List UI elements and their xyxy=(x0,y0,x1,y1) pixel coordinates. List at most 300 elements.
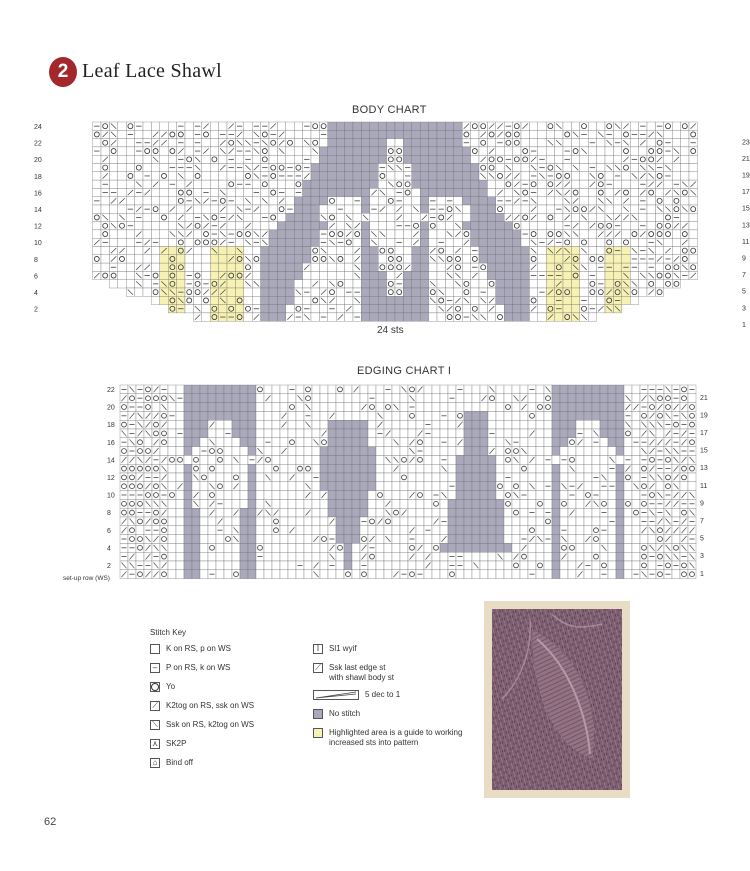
body-row-number-left: 8 xyxy=(34,256,38,264)
edging-cell xyxy=(280,570,288,579)
edging-cell xyxy=(208,543,216,552)
edging-cell xyxy=(456,455,464,464)
edging-cell xyxy=(424,491,432,500)
edging-cell xyxy=(400,420,408,429)
edging-cell xyxy=(280,455,288,464)
edging-cell xyxy=(552,411,560,420)
edging-cell xyxy=(168,570,176,579)
edging-cell xyxy=(528,473,536,482)
edging-cell xyxy=(320,561,328,570)
edging-cell xyxy=(296,411,304,420)
edging-cell xyxy=(464,499,472,508)
edging-cell xyxy=(336,455,344,464)
edging-cell xyxy=(176,403,184,412)
edging-cell xyxy=(600,535,608,544)
edging-cell xyxy=(344,561,352,570)
edging-cell xyxy=(280,438,288,447)
edging-cell xyxy=(320,543,328,552)
edging-cell xyxy=(600,447,608,456)
edging-cell xyxy=(224,543,232,552)
edging-cell xyxy=(336,526,344,535)
edging-cell xyxy=(304,438,312,447)
edging-cell xyxy=(504,517,512,526)
edging-cell xyxy=(184,385,192,394)
edging-cell xyxy=(672,535,680,544)
edging-cell xyxy=(432,570,440,579)
edging-cell xyxy=(344,535,352,544)
edging-cell xyxy=(440,552,448,561)
edging-cell xyxy=(512,570,520,579)
edging-cell xyxy=(536,447,544,456)
edging-cell xyxy=(352,438,360,447)
stitch-key-label: Ssk on RS, k2tog on WS xyxy=(166,720,255,729)
edging-cell xyxy=(416,482,424,491)
edging-cell xyxy=(440,482,448,491)
edging-cell xyxy=(312,429,320,438)
edging-cell xyxy=(280,552,288,561)
edging-cell xyxy=(192,561,200,570)
edging-cell xyxy=(344,429,352,438)
edging-cell xyxy=(400,543,408,552)
edging-cell xyxy=(184,464,192,473)
edging-cell xyxy=(592,508,600,517)
edging-cell xyxy=(432,464,440,473)
edging-cell xyxy=(136,543,144,552)
body-row-number-right: 13 xyxy=(742,222,750,230)
edging-cell xyxy=(584,438,592,447)
edging-cell xyxy=(592,517,600,526)
edging-row-number-left: 10 xyxy=(107,492,115,500)
edging-cell xyxy=(296,438,304,447)
edging-cell xyxy=(624,526,632,535)
body-row-number-left: 22 xyxy=(34,140,42,148)
edging-cell xyxy=(360,411,368,420)
edging-cell xyxy=(152,482,160,491)
edging-cell xyxy=(576,499,584,508)
stitch-key-label: K on RS, p on WS xyxy=(166,644,231,653)
edging-cell xyxy=(440,403,448,412)
edging-cell xyxy=(392,552,400,561)
edging-cell xyxy=(576,394,584,403)
edging-cell xyxy=(568,499,576,508)
edging-cell xyxy=(376,543,384,552)
edging-cell xyxy=(272,552,280,561)
edging-cell xyxy=(224,526,232,535)
edging-cell xyxy=(504,552,512,561)
edging-cell xyxy=(544,447,552,456)
edging-cell xyxy=(400,438,408,447)
edging-cell xyxy=(216,543,224,552)
edging-cell xyxy=(608,411,616,420)
edging-cell xyxy=(392,561,400,570)
edging-cell xyxy=(288,420,296,429)
edging-cell xyxy=(616,552,624,561)
edging-cell xyxy=(240,526,248,535)
edging-cell xyxy=(320,552,328,561)
edging-cell xyxy=(352,517,360,526)
edging-cell xyxy=(424,517,432,526)
edging-cell xyxy=(608,394,616,403)
edging-cell xyxy=(616,403,624,412)
edging-cell xyxy=(200,508,208,517)
edging-cell xyxy=(232,447,240,456)
left-slant-square-icon: ⟍ xyxy=(150,720,160,730)
edging-cell xyxy=(448,438,456,447)
edging-cell xyxy=(280,403,288,412)
edging-cell xyxy=(272,570,280,579)
edging-cell xyxy=(584,464,592,473)
edging-cell xyxy=(464,438,472,447)
edging-cell xyxy=(480,464,488,473)
stitch-key-label: 5 dec to 1 xyxy=(365,690,401,699)
edging-cell xyxy=(160,517,168,526)
edging-cell xyxy=(472,394,480,403)
edging-cell xyxy=(232,473,240,482)
edging-cell xyxy=(536,411,544,420)
edging-cell xyxy=(584,482,592,491)
edging-cell xyxy=(424,535,432,544)
edging-cell xyxy=(288,552,296,561)
edging-cell xyxy=(272,447,280,456)
edging-cell xyxy=(400,491,408,500)
edging-cell xyxy=(392,411,400,420)
edging-cell xyxy=(256,420,264,429)
edging-cell xyxy=(360,526,368,535)
edging-cell xyxy=(536,385,544,394)
edging-cell xyxy=(552,429,560,438)
edging-row-number-right: 3 xyxy=(700,553,704,561)
edging-cell xyxy=(168,464,176,473)
edging-cell xyxy=(544,526,552,535)
edging-cell xyxy=(360,385,368,394)
stitch-key-label: No stitch xyxy=(329,709,361,718)
edging-cell xyxy=(352,429,360,438)
edging-cell xyxy=(544,561,552,570)
edging-cell xyxy=(368,570,376,579)
edging-cell xyxy=(224,394,232,403)
edging-cell xyxy=(272,491,280,500)
edging-cell xyxy=(608,552,616,561)
edging-cell xyxy=(336,499,344,508)
edging-cell xyxy=(256,403,264,412)
edging-cell xyxy=(160,552,168,561)
edging-cell xyxy=(616,517,624,526)
edging-cell xyxy=(464,491,472,500)
edging-cell xyxy=(264,403,272,412)
edging-cell xyxy=(584,526,592,535)
edging-cell xyxy=(632,455,640,464)
edging-cell xyxy=(240,552,248,561)
edging-cell xyxy=(312,482,320,491)
edging-cell xyxy=(552,464,560,473)
edging-cell xyxy=(296,499,304,508)
edging-cell xyxy=(400,526,408,535)
edging-cell xyxy=(480,491,488,500)
edging-cell xyxy=(528,491,536,500)
edging-cell xyxy=(256,499,264,508)
edging-cell xyxy=(192,385,200,394)
edging-cell xyxy=(320,420,328,429)
edging-cell xyxy=(488,411,496,420)
edging-cell xyxy=(520,482,528,491)
edging-cell xyxy=(464,535,472,544)
edging-cell xyxy=(472,526,480,535)
edging-cell xyxy=(184,517,192,526)
edging-cell xyxy=(256,394,264,403)
edging-cell xyxy=(368,508,376,517)
edging-cell xyxy=(440,420,448,429)
edging-cell xyxy=(136,526,144,535)
edging-cell xyxy=(272,403,280,412)
edging-cell xyxy=(200,543,208,552)
edging-cell xyxy=(600,491,608,500)
edging-cell xyxy=(368,526,376,535)
edging-cell xyxy=(264,411,272,420)
edging-cell xyxy=(512,411,520,420)
edging-cell xyxy=(472,411,480,420)
edging-cell xyxy=(216,447,224,456)
edging-cell xyxy=(424,508,432,517)
pattern-title: Leaf Lace Shawl xyxy=(82,60,222,82)
edging-cell xyxy=(536,473,544,482)
edging-cell xyxy=(432,473,440,482)
edging-cell xyxy=(192,403,200,412)
edging-cell xyxy=(416,535,424,544)
edging-cell xyxy=(320,385,328,394)
edging-cell xyxy=(272,438,280,447)
edging-cell xyxy=(240,543,248,552)
edging-cell xyxy=(440,570,448,579)
edging-cell xyxy=(616,508,624,517)
edging-cell xyxy=(240,447,248,456)
edging-row-number-left: 22 xyxy=(107,387,115,394)
edging-cell xyxy=(320,411,328,420)
edging-cell xyxy=(520,429,528,438)
edging-cell xyxy=(640,535,648,544)
edging-row-number-left: 4 xyxy=(107,545,111,553)
edging-cell xyxy=(296,535,304,544)
edging-cell xyxy=(384,570,392,579)
edging-cell xyxy=(456,508,464,517)
edging-cell xyxy=(160,570,168,579)
edging-cell xyxy=(568,385,576,394)
body-row-number-left: 6 xyxy=(34,273,38,281)
edging-cell xyxy=(280,394,288,403)
edging-cell xyxy=(216,561,224,570)
edging-cell xyxy=(296,482,304,491)
edging-cell xyxy=(200,552,208,561)
edging-cell xyxy=(496,499,504,508)
edging-cell xyxy=(520,508,528,517)
edging-cell xyxy=(464,464,472,473)
edging-cell xyxy=(424,499,432,508)
edging-cell xyxy=(624,552,632,561)
edging-cell xyxy=(288,517,296,526)
edging-cell xyxy=(224,491,232,500)
edging-cell xyxy=(136,464,144,473)
edging-cell xyxy=(624,447,632,456)
body-row-number-right: 21 xyxy=(742,155,750,163)
edging-cell xyxy=(576,526,584,535)
edging-cell xyxy=(176,455,184,464)
edging-cell xyxy=(576,455,584,464)
edging-cell xyxy=(344,438,352,447)
edging-cell xyxy=(448,473,456,482)
edging-cell xyxy=(232,464,240,473)
edging-cell xyxy=(208,552,216,561)
edging-cell xyxy=(224,535,232,544)
edging-cell xyxy=(344,499,352,508)
edging-cell xyxy=(496,411,504,420)
edging-cell xyxy=(424,394,432,403)
edging-cell xyxy=(344,385,352,394)
body-row-number-left: 20 xyxy=(34,157,42,165)
edging-cell xyxy=(208,535,216,544)
edging-cell xyxy=(216,552,224,561)
edging-cell xyxy=(472,429,480,438)
edging-cell xyxy=(152,508,160,517)
circle-square-icon xyxy=(150,682,160,692)
edging-cell xyxy=(400,447,408,456)
edging-cell xyxy=(448,499,456,508)
edging-cell xyxy=(176,411,184,420)
edging-cell xyxy=(216,535,224,544)
edging-cell xyxy=(176,552,184,561)
edging-cell xyxy=(456,482,464,491)
edging-cell xyxy=(488,535,496,544)
edging-cell xyxy=(352,420,360,429)
edging-cell xyxy=(520,420,528,429)
edging-cell xyxy=(344,526,352,535)
edging-cell xyxy=(504,508,512,517)
edging-cell xyxy=(248,491,256,500)
edging-cell xyxy=(456,429,464,438)
edging-cell xyxy=(352,394,360,403)
edging-cell xyxy=(632,447,640,456)
edging-cell xyxy=(616,429,624,438)
edging-cell xyxy=(264,385,272,394)
edging-cell xyxy=(432,508,440,517)
edging-cell xyxy=(408,473,416,482)
edging-cell xyxy=(368,482,376,491)
edging-cell xyxy=(568,420,576,429)
edging-cell xyxy=(360,429,368,438)
edging-row-number-left: 12 xyxy=(107,475,115,482)
edging-cell xyxy=(224,438,232,447)
edging-cell xyxy=(344,543,352,552)
edging-cell xyxy=(304,535,312,544)
edging-cell xyxy=(360,455,368,464)
edging-cell xyxy=(144,438,152,447)
edging-cell xyxy=(576,411,584,420)
edging-row-number-left: 8 xyxy=(107,510,111,518)
edging-cell xyxy=(328,499,336,508)
edging-cell xyxy=(488,438,496,447)
edging-cell xyxy=(256,535,264,544)
edging-cell xyxy=(304,517,312,526)
edging-cell xyxy=(448,403,456,412)
edging-cell xyxy=(456,403,464,412)
edging-cell xyxy=(224,420,232,429)
edging-cell xyxy=(416,403,424,412)
edging-cell xyxy=(624,561,632,570)
edging-cell xyxy=(496,420,504,429)
edging-cell xyxy=(496,455,504,464)
edging-cell xyxy=(480,447,488,456)
edging-cell xyxy=(552,543,560,552)
edging-cell xyxy=(568,394,576,403)
edging-cell xyxy=(560,447,568,456)
edging-cell xyxy=(288,499,296,508)
edging-cell xyxy=(456,535,464,544)
edging-cell xyxy=(376,385,384,394)
edging-cell xyxy=(320,403,328,412)
edging-cell xyxy=(608,447,616,456)
edging-cell xyxy=(624,385,632,394)
edging-cell xyxy=(336,570,344,579)
edging-cell xyxy=(128,482,136,491)
edging-cell xyxy=(320,482,328,491)
edging-cell xyxy=(168,561,176,570)
edging-cell xyxy=(568,517,576,526)
edging-cell xyxy=(128,473,136,482)
edging-cell xyxy=(464,570,472,579)
edging-cell xyxy=(448,385,456,394)
edging-cell xyxy=(208,403,216,412)
edging-cell xyxy=(416,508,424,517)
edging-cell xyxy=(240,438,248,447)
edging-cell xyxy=(560,429,568,438)
edging-cell xyxy=(528,403,536,412)
edging-cell xyxy=(488,499,496,508)
edging-cell xyxy=(432,403,440,412)
edging-cell xyxy=(432,385,440,394)
edging-cell xyxy=(624,570,632,579)
edging-cell xyxy=(408,499,416,508)
edging-cell xyxy=(264,447,272,456)
edging-cell xyxy=(184,570,192,579)
edging-cell xyxy=(184,508,192,517)
edging-cell xyxy=(240,420,248,429)
edging-cell xyxy=(168,473,176,482)
edging-cell xyxy=(200,403,208,412)
edging-row-number-left: 16 xyxy=(107,439,115,447)
edging-cell xyxy=(264,491,272,500)
edging-cell xyxy=(440,561,448,570)
edging-cell xyxy=(248,517,256,526)
edging-cell xyxy=(472,438,480,447)
edging-cell xyxy=(632,385,640,394)
edging-cell xyxy=(624,482,632,491)
edging-cell xyxy=(600,455,608,464)
edging-cell xyxy=(528,420,536,429)
edging-cell xyxy=(600,429,608,438)
edging-cell xyxy=(496,508,504,517)
edging-cell xyxy=(576,543,584,552)
edging-cell xyxy=(560,570,568,579)
stitch-key-item xyxy=(150,701,254,711)
edging-cell xyxy=(656,429,664,438)
edging-cell xyxy=(376,403,384,412)
edging-cell xyxy=(576,473,584,482)
edging-cell xyxy=(384,526,392,535)
edging-cell xyxy=(576,464,584,473)
edging-cell xyxy=(328,455,336,464)
edging-cell xyxy=(392,535,400,544)
edging-cell xyxy=(128,394,136,403)
edging-cell xyxy=(472,447,480,456)
edging-cell xyxy=(456,491,464,500)
